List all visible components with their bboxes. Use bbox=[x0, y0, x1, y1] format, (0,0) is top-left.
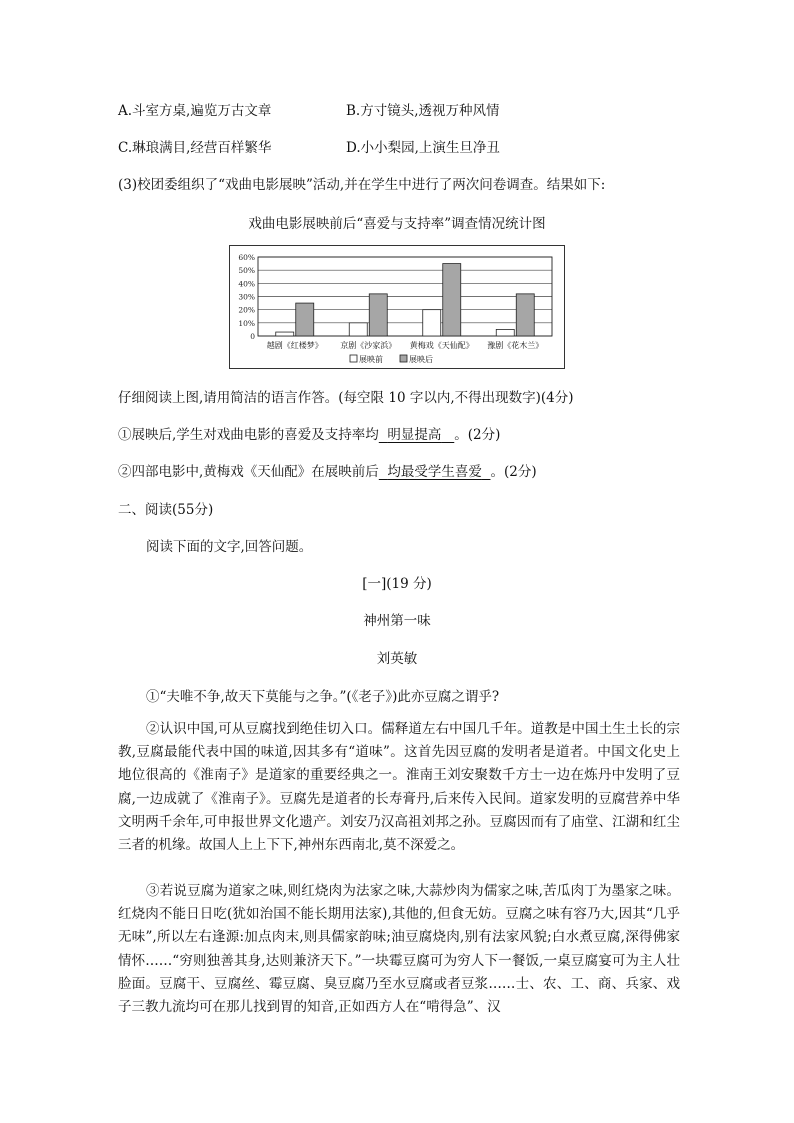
answer-1-text: 明显提高 bbox=[387, 427, 442, 443]
chart-frame bbox=[229, 245, 565, 369]
answer-2-suffix: 。(2分) bbox=[490, 464, 537, 480]
answer-2-text: 均最受学生喜爱 bbox=[387, 464, 482, 480]
y-tick-label: 60% bbox=[238, 253, 255, 262]
part-label: [一](19 分) bbox=[362, 576, 432, 592]
x-tick-label: 黄梅戏《天仙配》 bbox=[409, 341, 474, 350]
bar-before bbox=[423, 310, 441, 336]
paragraph-1: ①“夫唯不争,故天下莫能与之争。”(《老子》)此亦豆腐之谓乎? bbox=[146, 689, 500, 705]
answer-2-blank bbox=[379, 464, 491, 480]
bar-after bbox=[516, 294, 534, 336]
y-tick-label: 0 bbox=[250, 332, 255, 341]
legend-label: 展映后 bbox=[409, 355, 433, 364]
y-tick-label: 40% bbox=[238, 279, 255, 289]
x-tick-label: 越剧《红楼梦》 bbox=[266, 341, 323, 350]
paragraph-3: ③若说豆腐为道家之味,则红烧肉为法家之味,大蒜炒肉为儒家之味,苦瓜肉丁为墨家之味。红烧肉不能日日吃(犹如治国不能长期用法家),其他的,但食无妨。豆腐之味有容乃大,因其“几乎无味”,所以左右逢源:加点肉末,则具儒家韵味;油豆腐烧肉,别有法家风貌;白水煮豆腐,深得佛家情怀……“穷则独善其身,达则兼济天下。”一块霉豆腐可为穷人下一餐饭,一桌豆腐宴可为主人壮脸面。豆腐干、豆腐丝、霉豆腐、臭豆腐乃至水豆腐或者豆浆……士、农、工、商、兵家、戏子三教九流均可在那儿找到胃的知音,正如西方人在“啃得急”、汉 bbox=[118, 883, 680, 1016]
chart-title: 戏曲电影展映前后“喜爱与支持率”调查情况统计图 bbox=[248, 216, 546, 232]
bar-chart bbox=[230, 246, 564, 368]
y-tick-label: 20% bbox=[238, 305, 255, 315]
legend-label: 展映前 bbox=[359, 355, 383, 364]
answer-2 bbox=[118, 460, 537, 480]
answer-1 bbox=[118, 423, 500, 443]
answer-1-prefix: ①展映后,学生对戏曲电影的喜爱及支持率均 bbox=[118, 427, 379, 443]
answer-1-suffix: 。(2分) bbox=[454, 427, 501, 443]
question-3-intro: (3)校团委组织了“戏曲电影展映”活动,并在学生中进行了两次问卷调查。结果如下: bbox=[118, 177, 606, 193]
answer-1-blank bbox=[379, 427, 454, 443]
option-a: A.斗室方桌,遍览万古文章 bbox=[118, 103, 272, 119]
article-author: 刘英敏 bbox=[376, 651, 418, 667]
legend-swatch bbox=[400, 355, 407, 362]
option-d: D.小小梨园,上演生旦净丑 bbox=[346, 140, 500, 156]
option-b: B.方寸镜头,透视万种风情 bbox=[346, 103, 500, 119]
bar-before bbox=[496, 329, 514, 336]
bar-after bbox=[443, 264, 461, 336]
x-tick-label: 豫剧《花木兰》 bbox=[487, 341, 544, 350]
option-c: C.琳琅满目,经营百样繁华 bbox=[118, 140, 272, 156]
y-tick-label: 10% bbox=[238, 318, 255, 328]
article-title: 神州第一味 bbox=[363, 613, 431, 629]
bar-before bbox=[349, 323, 367, 336]
bar-before bbox=[276, 332, 294, 336]
answer-2-prefix: ②四部电影中,黄梅戏《天仙配》在展映前后 bbox=[118, 464, 379, 480]
y-tick-label: 50% bbox=[238, 266, 255, 276]
question-3-instruction: 仔细阅读上图,请用简洁的语言作答。(每空限 10 字以内,不得出现数字)(4分) bbox=[118, 390, 574, 406]
y-tick-label: 30% bbox=[238, 292, 255, 302]
reading-instruction: 阅读下面的文字,回答问题。 bbox=[146, 539, 313, 555]
bar-after bbox=[369, 294, 387, 336]
paragraph-2: ②认识中国,可从豆腐找到绝佳切入口。儒释道左右中国几千年。道教是中国土生土长的宗教,豆腐最能代表中国的味道,因其多有“道味”。这首先因豆腐的发明者是道者。中国文化史上地位很高的《淮南子》是道家的重要经典之一。淮南王刘安聚数千方士一边在炼丹中发明了豆腐,一边成就了《淮南子》。豆腐先是道者的长寿膏丹,后来传入民间。道家发明的豆腐营养中华文明两千余年,可申报世界文化遗产。刘安乃汉高祖刘邦之孙。豆腐因而有了庙堂、江湖和红尘三者的机缘。故国人上上下下,神州东西南北,莫不深爱之。 bbox=[118, 721, 680, 854]
bar-after bbox=[296, 303, 314, 336]
section-heading: 二、阅读(55分) bbox=[118, 502, 214, 518]
x-tick-label: 京剧《沙家浜》 bbox=[340, 341, 397, 350]
legend-swatch bbox=[350, 355, 357, 362]
